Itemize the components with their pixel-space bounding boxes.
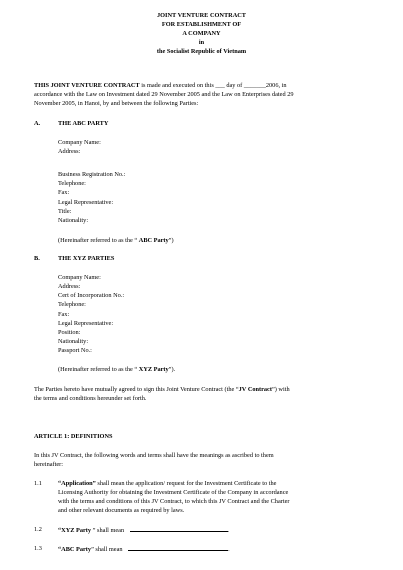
- agreement-jv-contract: JV Contract: [238, 386, 272, 393]
- agreement-line-1-a: The Parties hereto have mutually agreed to sign this Joint Venture Contract (the “: [34, 386, 239, 393]
- party-b-letter: B.: [34, 255, 40, 262]
- intro-line-2: accordance with the Law on Investment dated 29 November 2005 and the Law on Enterprises dated 29: [34, 91, 294, 98]
- party-b-field: Company Name:: [58, 274, 101, 281]
- party-b-field: Cert of Incorporation No.:: [58, 292, 125, 299]
- definition-1-1-line-4: and other relevant documents as required by laws.: [58, 507, 185, 514]
- party-b-ref-name: XYZ Party: [138, 366, 169, 373]
- party-a-title: THE ABC PARTY: [58, 120, 109, 127]
- title-line-4: in: [198, 39, 205, 46]
- definition-1-1-line-1-rest: shall mean the application/ request for the Investment Certificate to the: [95, 480, 277, 487]
- intro-line-3: November 2005, in Hanoi, by and between the following Parties:: [34, 100, 199, 107]
- party-b-field: Address:: [58, 283, 81, 290]
- party-a-field: Fax:: [58, 189, 70, 196]
- party-a-ref-suffix: ”): [168, 237, 174, 244]
- party-b-title: THE XYZ PARTIES: [58, 255, 115, 262]
- definition-number: 1.2: [34, 526, 42, 533]
- party-a-ref-name: ABC Party: [138, 237, 169, 244]
- definition-term: “XYZ Party: [58, 527, 92, 534]
- blank-line: [128, 544, 228, 551]
- definition-1-3: “ABC Party” shall mean .: [58, 546, 230, 553]
- party-b-field: Legal Representative:: [58, 320, 114, 327]
- intro-lead: THIS JOINT VENTURE CONTRACT: [34, 82, 140, 89]
- definition-1-1-line-3: with the terms and conditions of this JV Contract, to which this JV Contract and the Charter: [58, 498, 290, 505]
- party-b-ref-prefix: (Hereinafter referred to as the “: [58, 366, 138, 373]
- intro-line-1: [34, 81, 287, 90]
- party-b-ref-suffix: ”).: [168, 366, 176, 373]
- agreement-line-1-c: ”) with: [271, 386, 290, 393]
- party-b-reference: [58, 365, 175, 374]
- definition-term: “ABC Party: [58, 546, 92, 553]
- definition-1-2: “XYZ Party ” shall mean .: [58, 527, 230, 534]
- party-b-field: Fax:: [58, 311, 70, 318]
- title-line-2: FOR ESTABLISHMENT OF: [161, 21, 242, 28]
- party-a-field: Legal Representative:: [58, 199, 114, 206]
- party-a-field: Telephone:: [58, 180, 86, 187]
- article-1-intro-line-1: In this JV Contract, the following words and terms shall have the meanings as ascribed to them: [34, 452, 274, 459]
- party-b-field: Position:: [58, 329, 81, 336]
- party-a-field: Title:: [58, 208, 72, 215]
- party-a-letter: A.: [34, 120, 41, 127]
- party-a-reference: [58, 236, 174, 245]
- party-a-ref-prefix: (Hereinafter referred to as the “: [58, 237, 138, 244]
- party-b-field: Nationality:: [58, 338, 89, 345]
- definition-number: 1.1: [34, 480, 42, 487]
- party-b-field: Telephone:: [58, 301, 86, 308]
- party-a-field: Address:: [58, 148, 81, 155]
- party-a-field: Nationality:: [58, 217, 89, 224]
- agreement-line-2: the terms and conditions hereunder set forth.: [34, 395, 147, 402]
- definition-1-1-line-2: Licensing Authority for obtaining the Investment Certificate of the Company in accordance: [58, 489, 289, 496]
- definition-term: “Application”: [58, 480, 96, 487]
- definition-number: 1.3: [34, 545, 42, 552]
- party-a-field: Company Name:: [58, 139, 101, 146]
- title-line-1: JOINT VENTURE CONTRACT: [157, 12, 246, 19]
- intro-line-1-rest: is made and executed on this ___ day of _______2006, in: [139, 82, 287, 89]
- party-b-field: Passport No.:: [58, 347, 92, 354]
- party-a-field: Business Registration No.:: [58, 171, 126, 178]
- blank-line: [130, 525, 228, 532]
- article-1-heading: ARTICLE 1: DEFINITIONS: [34, 433, 113, 440]
- definition-1-1-line-1: [58, 479, 276, 488]
- agreement-line-1: [34, 385, 290, 394]
- article-1-intro-line-2: hereinafter:: [34, 461, 64, 468]
- title-line-5: the Socialist Republic of Vietnam: [156, 48, 247, 55]
- definition-1-2-rest: ” shall mean: [91, 527, 125, 534]
- definition-1-3-rest: ” shall mean: [91, 546, 123, 553]
- title-line-3: A COMPANY: [182, 30, 221, 37]
